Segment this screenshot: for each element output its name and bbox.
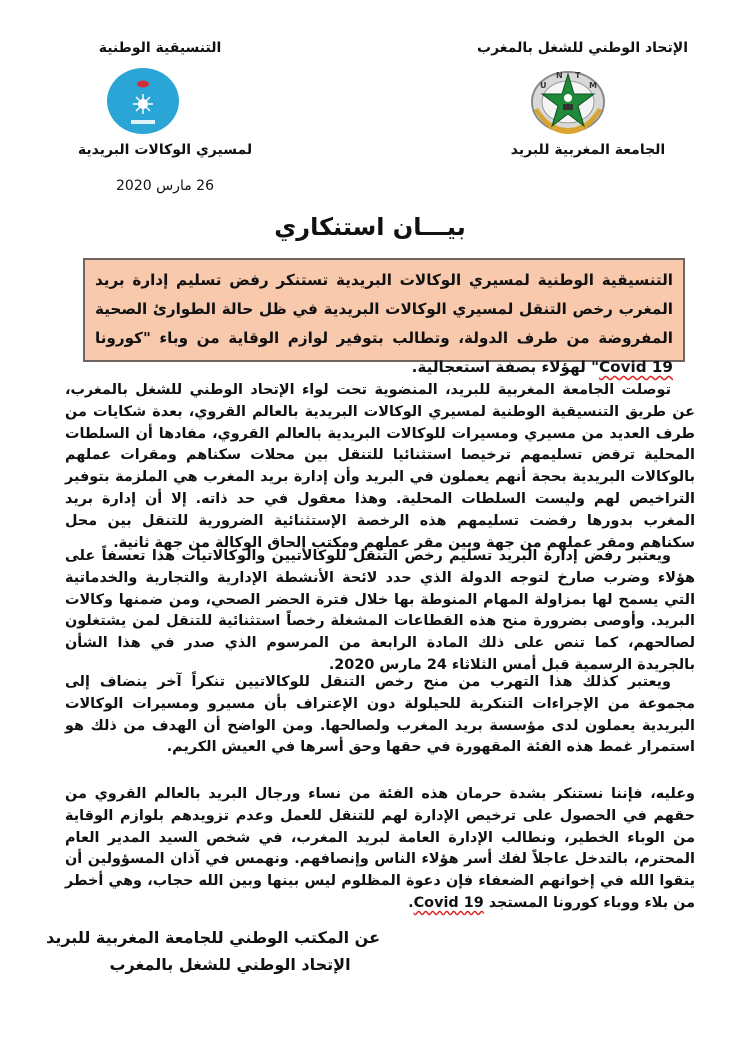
paragraph-3: ويعتبر كذلك هذا التهرب من منح رخص التنقل للوكالاتيين تنكراً آخر ينضاف إلى مجموعة من الإجراءات التنكرية للحيلولة دون الإعتراف بأن مسيرو ومسيرات الوكالات البريدية يعملون لدى مؤسسة بريد المغرب ولصالحها. ومن الواضح أن الهدف من ذلك هو استمرار غمط هذه الفئة المقهورة في حقها وحق أسرها في العيش الكريم. bbox=[65, 674, 695, 756]
paragraph-1: توصلت الجامعة المغربية للبريد، المنضوية تحت لواء الإتحاد الوطني للشغل بالمغرب، عن طريق التنسيقية الوطنية لمسيري الوكالات البريدية بالعالم القروي، بعدة شكايات من طرف العديد من مسيري ومسيرات للوكالات البريدية بالعالم القروي، مفادها أن السلطات المحلية ترفض تسليمهم ترخيصا استثنائيا للتنقل بين محلات سكناهم ومقرات عملهم بالوكالات البريدية بحجة أنهم يعملون في البريد وأن إدارة بريد المغرب هي الملزمة بتوفير التراخيص لهم وليست السلطات المحلية. وهذا معقول في حد ذاته. إلا أن إدارة بريد المغرب بدورها رفضت تسليمهم هذه الرخصة الإستثنائية الضرورية للتنقل بين محل سكناهم ومقر عملهم من جهة وبين مقر عملهم ومكتب إلحاق الوكالة من جهة ثانية. bbox=[65, 382, 695, 551]
federation-name: الجامعة المغربية للبريد bbox=[510, 142, 666, 158]
summary-box bbox=[83, 258, 685, 376]
signature-line-1: عن المكتب الوطني للجامعة المغربية للبريد bbox=[46, 928, 380, 947]
paragraph-2: ويعتبر رفض إدارة البريد تسليم رخص التنقل للوكالاتيين والوكالاتيات هذا تعسفاً على هؤلاء وضرب صارخ لتوجه الدولة الذي حدد لائحة الأنشطة الإدارية والتجارية والخدماتية التي يسمح لها بمزاولة المهام المنوطة بها خلال فترة الحضر الصحي، ومن ضمنها وكالات البريد. وأوصى بضرورة منح هذه القطاعات المشغلة رخصاً استثنائية للتنقل لمن يشتغلون لصالحهم، كما تنص على ذلك المادة الرابعة من المرسوم الذي صدر في هذا الشأن بالجريدة الرسمية قبل أمس الثلاثاء 24 مارس 2020. bbox=[65, 548, 695, 673]
union-name: الإتحاد الوطني للشغل بالمغرب bbox=[477, 40, 688, 56]
summary-text bbox=[95, 266, 673, 382]
summary-text-part: " لهؤلاء بصفة استعجالية. bbox=[411, 358, 600, 376]
covid-term: Covid 19 bbox=[413, 894, 484, 911]
svg-text:U: U bbox=[540, 81, 547, 90]
svg-text:N: N bbox=[556, 71, 563, 80]
closing-text-part: وعليه، فإننا نستنكر بشدة حرمان هذه الفئة من نساء ورجال البريد بالعالم القروي من حقهم في الحصول على ترخيص الإدارة لهم للتنقل للعمل وعدم تزويدهم بلوازم الوقاية من الوباء الخطير، ونطالب الإدارة العامة لبريد المغرب، في شخص السيد المدير العام المحترم، بالتدخل عاجلاً لفك أسر هؤلاء الناس وإنصافهم. ونهمس في آذان المسؤولين أن يتقوا الله في إخوانهم الضعفاء فإن دعوة المظلوم ليس بينها وبين الله حجاب، وهي أخطر من بلاء ووباء كورونا المستجد bbox=[65, 786, 695, 911]
covid-term: Covid 19 bbox=[599, 358, 673, 376]
coordination-logo-icon bbox=[105, 66, 181, 136]
closing-paragraph bbox=[65, 784, 695, 915]
closing-text-part: . bbox=[408, 894, 414, 911]
summary-text-part: التنسيقية الوطنية لمسيري الوكالات البريدية تستنكر رفض تسليم إدارة بريد المغرب رخص التنقل لمسيري الوكالات البريدية في ظل حالة الطوارئ الصحية المفروضة من طرف الدولة، وتطالب بتوفير لوازم الوقاية من وباء "كورونا bbox=[95, 271, 673, 347]
signature-line-2: الإتحاد الوطني للشغل بالمغرب bbox=[109, 955, 351, 974]
coordination-subtitle: لمسيري الوكالات البريدية bbox=[77, 142, 253, 158]
svg-text:T: T bbox=[575, 71, 581, 80]
document-title: بيـــان استنكاري bbox=[274, 213, 466, 241]
coordination-name: التنسيقية الوطنية bbox=[98, 40, 222, 56]
document-date: 26 مارس 2020 bbox=[116, 178, 214, 194]
svg-text:M: M bbox=[589, 81, 597, 90]
untm-logo-icon bbox=[528, 64, 608, 140]
